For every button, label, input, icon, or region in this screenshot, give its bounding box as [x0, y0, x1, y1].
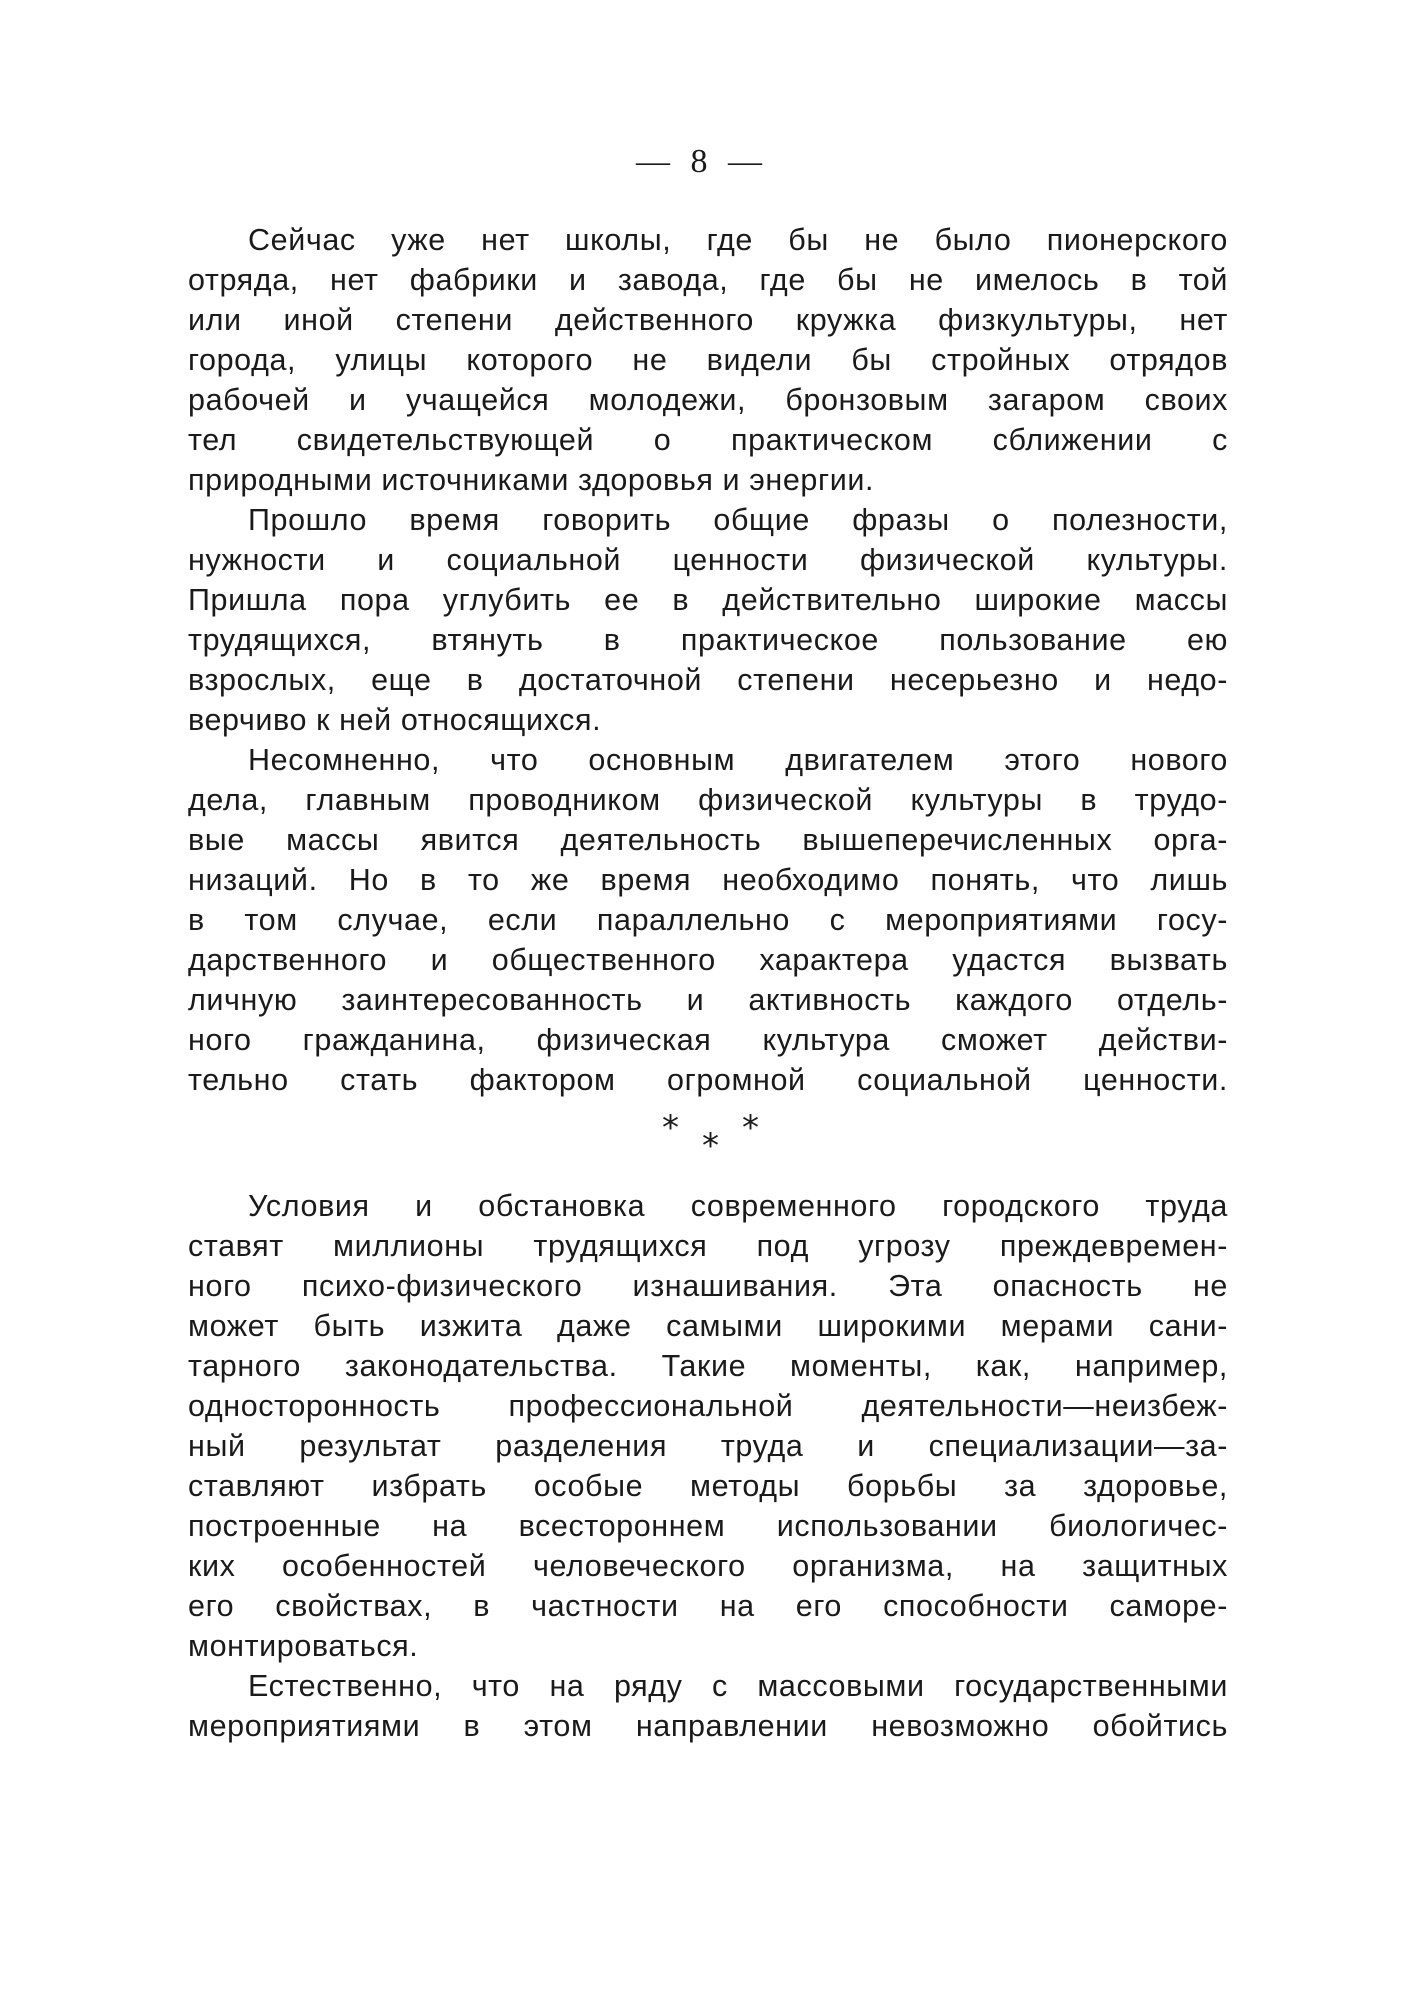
section-separator [0, 1108, 1404, 1168]
paragraph-line: Сейчас уже нет школы, где бы не было пионерского [248, 223, 1228, 257]
paragraph-line: монтироваться. [188, 1629, 419, 1663]
paragraph-2 [188, 500, 1228, 740]
paragraph-line: ких особенностей человеческого организма, на защитных [188, 1549, 1228, 1583]
paragraph-line: вые массы явится деятельность вышеперечисленных орга- [188, 823, 1228, 857]
paragraph-line: построенные на всестороннем использовании биологичес- [188, 1509, 1228, 1543]
paragraph-line: в том случае, если параллельно с мероприятиями госу- [188, 903, 1228, 937]
paragraph-line: отряда, нет фабрики и завода, где бы не имелось в той [188, 263, 1228, 297]
paragraph-line: ного психо-физического изнашивания. Эта опасность не [188, 1269, 1228, 1303]
paragraph-line: города, улицы которого не видели бы стройных отрядов [188, 343, 1228, 377]
paragraph-line: ставляют избрать особые методы борьбы за здоровье, [188, 1469, 1228, 1503]
paragraph-line: тел свидетельствующей о практическом сближении с [188, 423, 1228, 457]
page-number: — 8 — [636, 143, 768, 180]
paragraph-line: тельно стать фактором огромной социальной ценности. [188, 1063, 1228, 1097]
paragraph-line: рабочей и учащейся молодежи, бронзовым загаром своих [188, 383, 1228, 417]
paragraph-line: Условия и обстановка современного городского труда [248, 1189, 1228, 1223]
paragraph-line: Несомненно, что основным двигателем этого нового [248, 743, 1228, 777]
paragraph-line: односторонность профессиональной деятельности—неизбеж- [188, 1389, 1228, 1423]
paragraph-line: ного гражданина, физическая культура сможет действи- [188, 1023, 1228, 1057]
paragraph-line: дела, главным проводником физической культуры в трудо- [188, 783, 1228, 817]
paragraph-line: личную заинтересованность и активность каждого отдель- [188, 983, 1228, 1017]
paragraph-line: тарного законодательства. Такие моменты, как, например, [188, 1349, 1228, 1383]
paragraph-line: взрослых, еще в достаточной степени несерьезно и недо- [188, 663, 1228, 697]
paragraph-5 [188, 1666, 1228, 1746]
asterisk: * [742, 1108, 759, 1148]
paragraph-line: низаций. Но в то же время необходимо понять, что лишь [188, 863, 1228, 897]
paragraph-4 [188, 1186, 1228, 1666]
paragraph-line: природными источниками здоровья и энергии. [188, 463, 875, 497]
paragraph-line: ный результат разделения труда и специализации—за- [188, 1429, 1228, 1463]
paragraph-line: трудящихся, втянуть в практическое пользование ею [188, 623, 1228, 657]
paragraph-line: ставят миллионы трудящихся под угрозу преждевремен- [188, 1229, 1228, 1263]
paragraph-line: Прошло время говорить общие фразы о полезности, [248, 503, 1228, 537]
asterisk: * [702, 1126, 719, 1166]
paragraph-line: дарственного и общественного характера удастся вызвать [188, 943, 1228, 977]
paragraph-line: его свойствах, в частности на его способности саморе- [188, 1589, 1228, 1623]
paragraph-1 [188, 220, 1228, 500]
paragraph-3 [188, 740, 1228, 1100]
paragraph-line: мероприятиями в этом направлении невозможно обойтись [188, 1709, 1228, 1743]
paragraph-line: нужности и социальной ценности физической культуры. [188, 543, 1228, 577]
asterisk: * [662, 1108, 679, 1148]
paragraph-line: может быть изжита даже самыми широкими мерами сани- [188, 1309, 1228, 1343]
paragraph-line: или иной степени действенного кружка физкультуры, нет [188, 303, 1228, 337]
paragraph-line: Естественно, что на ряду с массовыми государственными [248, 1669, 1228, 1703]
paragraph-line: верчиво к ней относящихся. [188, 703, 602, 737]
paragraph-line: Пришла пора углубить ее в действительно широкие массы [188, 583, 1228, 617]
